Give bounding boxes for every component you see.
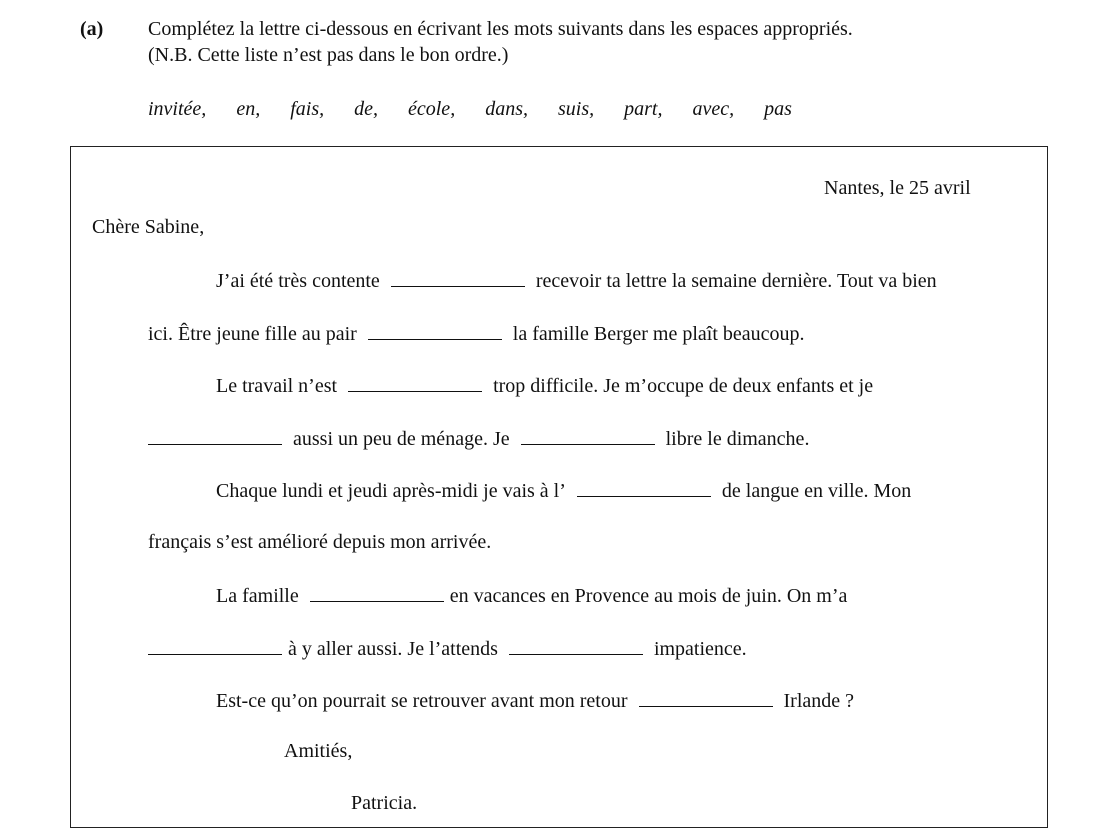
text-segment: Irlande ? — [783, 690, 855, 712]
letter-line-3 — [216, 373, 873, 398]
instruction-line-1: Complétez la lettre ci-dessous en écrivant les mots suivants dans les espaces appropriés. — [148, 18, 853, 40]
letter-greeting — [92, 216, 204, 239]
letter-line-8 — [137, 636, 747, 661]
letter-signature — [351, 792, 417, 815]
text-segment: la famille Berger me plaît beaucoup. — [512, 323, 805, 345]
letter-line-9 — [216, 688, 854, 713]
letter-line-7 — [216, 583, 847, 608]
date-text: Nantes, le 25 avril — [824, 177, 971, 199]
blank-field[interactable] — [348, 373, 482, 392]
letter-line-6 — [148, 531, 491, 554]
blank-field[interactable] — [391, 268, 525, 287]
signature-text: Patricia. — [351, 792, 418, 814]
blank-field[interactable] — [310, 583, 444, 602]
word-item: suis, — [557, 98, 595, 120]
text-segment: Le travail n’est — [216, 375, 338, 397]
text-segment: recevoir ta lettre la semaine dernière. Tout va bien — [535, 270, 937, 292]
letter-date — [824, 177, 971, 200]
instruction-line-2: (N.B. Cette liste n’est pas dans le bon ordre.) — [148, 44, 509, 66]
word-item: de, — [354, 98, 378, 120]
word-item: part, — [624, 98, 663, 120]
text-segment: à y aller aussi. Je l’attends — [288, 638, 498, 660]
word-item: école, — [408, 98, 456, 120]
word-item: fais, — [290, 98, 325, 120]
text-segment: La famille — [216, 585, 299, 607]
letter-line-5 — [216, 478, 911, 503]
text-segment: impatience. — [653, 638, 747, 660]
word-item: avec, — [692, 98, 735, 120]
text-segment: de langue en ville. Mon — [721, 480, 912, 502]
blank-field[interactable] — [577, 478, 711, 497]
text-segment: aussi un peu de ménage. Je — [293, 428, 510, 450]
blank-field[interactable] — [509, 636, 643, 655]
closing-text: Amitiés, — [284, 740, 353, 762]
word-item: en, — [236, 98, 261, 120]
greeting-text: Chère Sabine, — [92, 216, 205, 238]
blank-field[interactable] — [148, 636, 282, 655]
exercise-label: (a) — [80, 18, 104, 40]
text-segment: en vacances en Provence au mois de juin. On m’a — [449, 585, 848, 607]
blank-field[interactable] — [368, 321, 502, 340]
word-item: invitée, — [148, 98, 207, 120]
blank-field[interactable] — [639, 688, 773, 707]
blank-field[interactable] — [148, 426, 282, 445]
text-segment: trop difficile. Je m’occupe de deux enfants et je — [493, 375, 874, 397]
text-segment: ici. Être jeune fille au pair — [148, 323, 357, 345]
letter-closing — [284, 740, 352, 763]
blank-field[interactable] — [521, 426, 655, 445]
text-segment: J’ai été très contente — [216, 270, 380, 292]
word-list — [148, 98, 822, 122]
word-item: pas — [764, 98, 792, 120]
text-segment: libre le dimanche. — [665, 428, 810, 450]
word-item: dans, — [485, 98, 528, 120]
text-segment: français s’est amélioré depuis mon arrivée. — [148, 531, 492, 553]
text-segment: Est-ce qu’on pourrait se retrouver avant mon retour — [216, 690, 628, 712]
letter-line-2 — [148, 321, 805, 346]
text-segment: Chaque lundi et jeudi après-midi je vais à l’ — [216, 480, 566, 502]
letter-line-1 — [216, 268, 937, 293]
letter-line-4 — [137, 426, 809, 451]
